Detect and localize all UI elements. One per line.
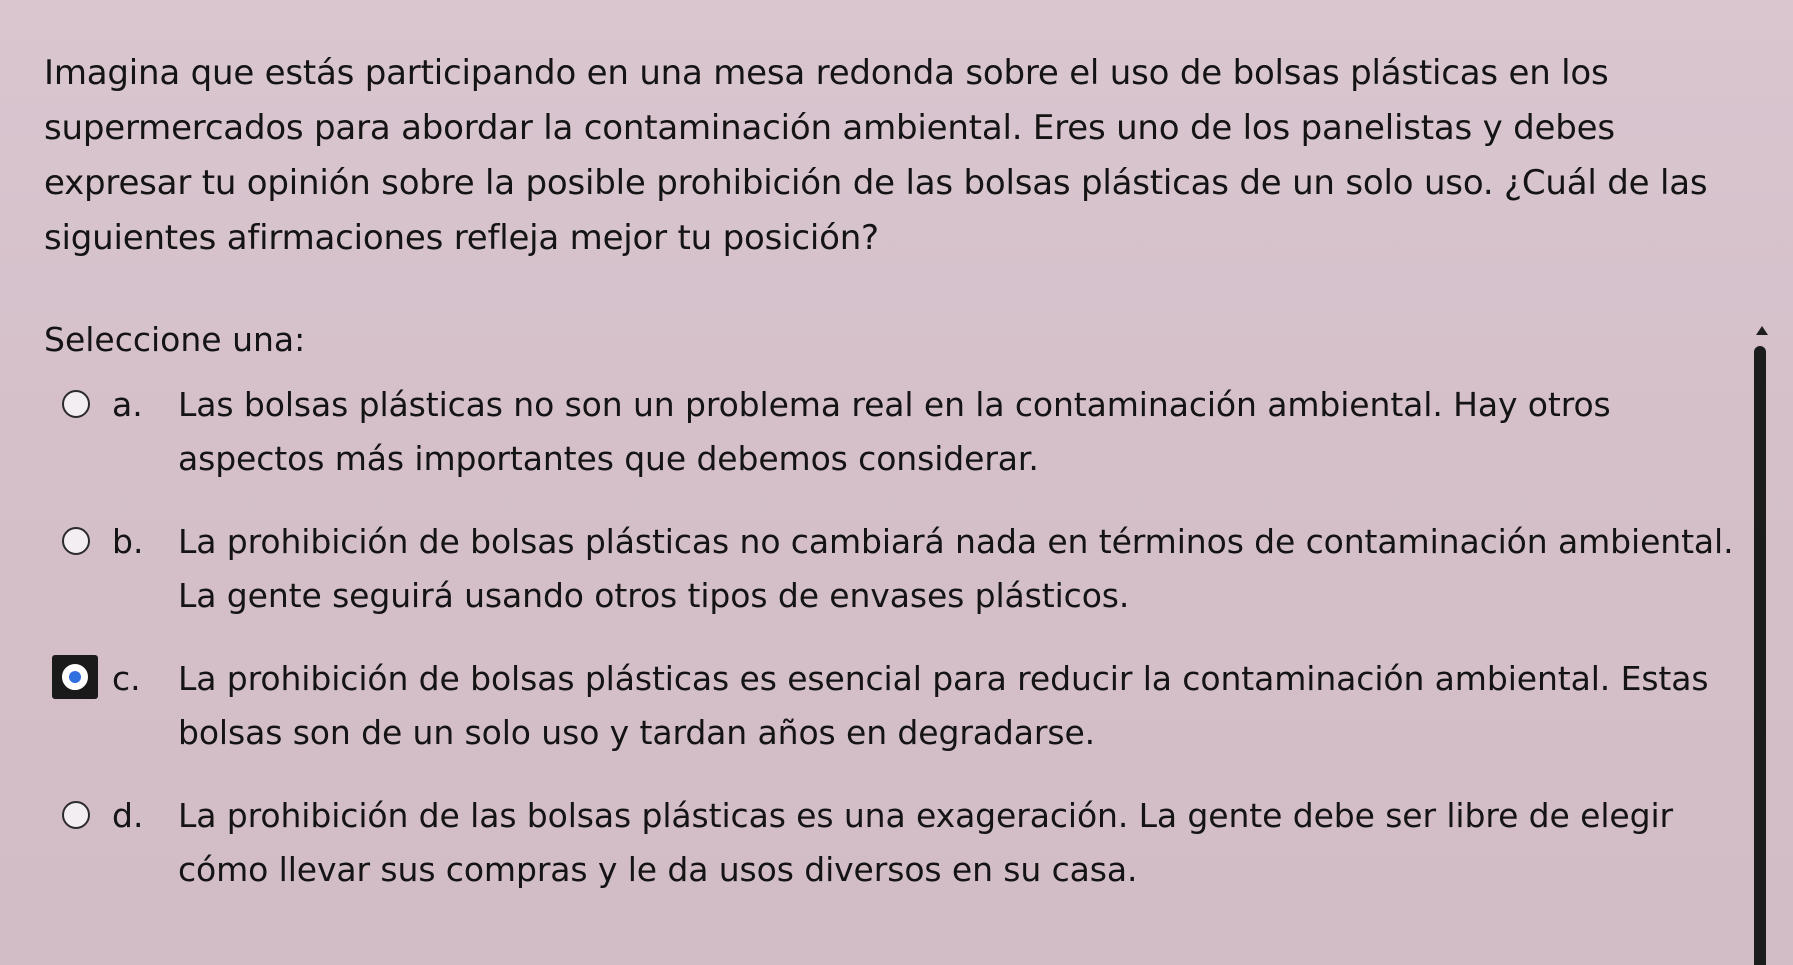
radio-dot xyxy=(70,672,80,682)
option-c[interactable] xyxy=(0,652,1760,789)
option-text[interactable]: La prohibición de bolsas plásticas es esencial para reducir la contaminación ambiental. Estas bolsas son de un solo uso y tardan años en degradarse. xyxy=(178,659,1709,752)
option-a[interactable] xyxy=(0,378,1760,515)
option-text[interactable]: La prohibición de bolsas plásticas no cambiará nada en términos de contaminación ambiental. La gente seguirá usando otros tipos de envases plásticos. xyxy=(178,522,1734,615)
option-letter: c. xyxy=(112,659,141,698)
option-text[interactable]: Las bolsas plásticas no son un problema real en la contaminación ambiental. Hay otros aspectos más importantes que debemos considerar. xyxy=(178,385,1611,478)
radio-button-b[interactable] xyxy=(62,527,90,555)
select-one-label: Seleccione una: xyxy=(44,320,306,359)
vertical-scrollbar[interactable] xyxy=(1748,320,1774,965)
option-text[interactable]: La prohibición de las bolsas plásticas es una exageración. La gente debe ser libre de elegir cómo llevar sus compras y le da usos diversos en su casa. xyxy=(178,796,1673,889)
scroll-up-arrow-icon[interactable] xyxy=(1756,326,1768,335)
radio-button-c-selected[interactable] xyxy=(52,655,98,699)
option-b[interactable] xyxy=(0,515,1760,652)
radio-button-a[interactable] xyxy=(62,390,90,418)
answer-options xyxy=(0,378,1760,926)
option-letter: d. xyxy=(112,796,144,835)
radio-button-d[interactable] xyxy=(62,801,90,829)
option-d[interactable] xyxy=(0,789,1760,926)
scrollbar-thumb[interactable] xyxy=(1754,346,1766,965)
question-text: Imagina que estás participando en una mesa redonda sobre el uso de bolsas plásticas en los supermercados para abordar la contaminación ambiental. Eres uno de los panelistas y debes expresar tu opinión sobre la posible prohibición de las bolsas plásticas de un solo uso. ¿Cuál de las siguientes afirmaciones refleja mejor tu posición? xyxy=(44,53,1708,258)
option-letter: a. xyxy=(112,385,143,424)
option-letter: b. xyxy=(112,522,144,561)
radio-ring xyxy=(62,664,88,690)
